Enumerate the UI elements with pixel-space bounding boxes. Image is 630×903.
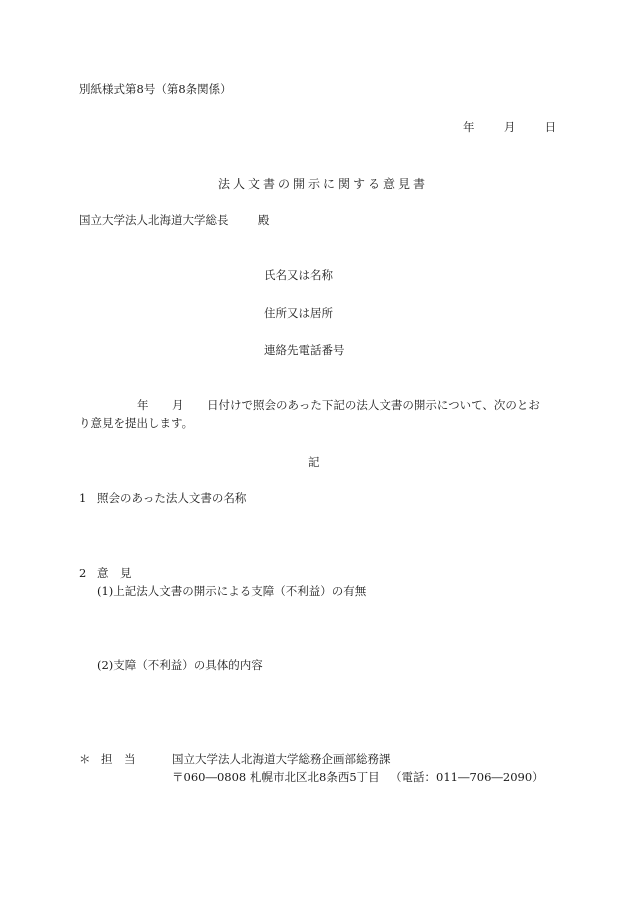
date-line (463, 120, 556, 134)
contact-mark: ＊ (79, 752, 91, 766)
body-year: 年 (137, 398, 149, 412)
date-year: 年 (463, 120, 475, 134)
submitter-phone-label: 連絡先電話番号 (264, 343, 345, 357)
submitter-name-label: 氏名又は名称 (264, 268, 333, 282)
section1-label: 照会のあった法人文書の名称 (97, 491, 247, 505)
contact-label: 担 当 (101, 752, 136, 766)
form-number: 別紙様式第8号（第8条関係） (79, 82, 232, 96)
submitter-address-label: 住所又は居所 (264, 306, 333, 320)
section2-label: 意 見 (97, 566, 132, 580)
addressee-name: 国立大学法人北海道大学総長 (79, 213, 229, 227)
section2-number: 2 (79, 566, 87, 580)
body-line1: 日付けで照会のあった下記の法人文書の開示について、次のとお (207, 398, 540, 412)
addressee (79, 213, 269, 227)
addressee-honorific: 殿 (257, 213, 270, 227)
ki-heading: 記 (308, 455, 320, 469)
section2-sub2: (2)支障（不利益）の具体的内容 (97, 658, 263, 672)
contact-address: 札幌市北区北8条西5丁目 (250, 770, 380, 784)
section1-number: 1 (79, 491, 87, 505)
contact-postal: 〒060―0808 (172, 770, 247, 784)
document-title: 法人文書の開示に関する意見書 (218, 177, 429, 191)
section2-sub1: (1)上記法人文書の開示による支障（不利益）の有無 (97, 584, 367, 598)
date-month: 月 (503, 120, 516, 134)
body-line2: り意見を提出します。 (79, 416, 194, 430)
body-month: 月 (172, 398, 184, 412)
contact-phone: （電話：011―706―2090） (390, 770, 544, 784)
contact-department: 国立大学法人北海道大学総務企画部総務課 (172, 752, 391, 766)
date-day: 日 (544, 120, 557, 134)
